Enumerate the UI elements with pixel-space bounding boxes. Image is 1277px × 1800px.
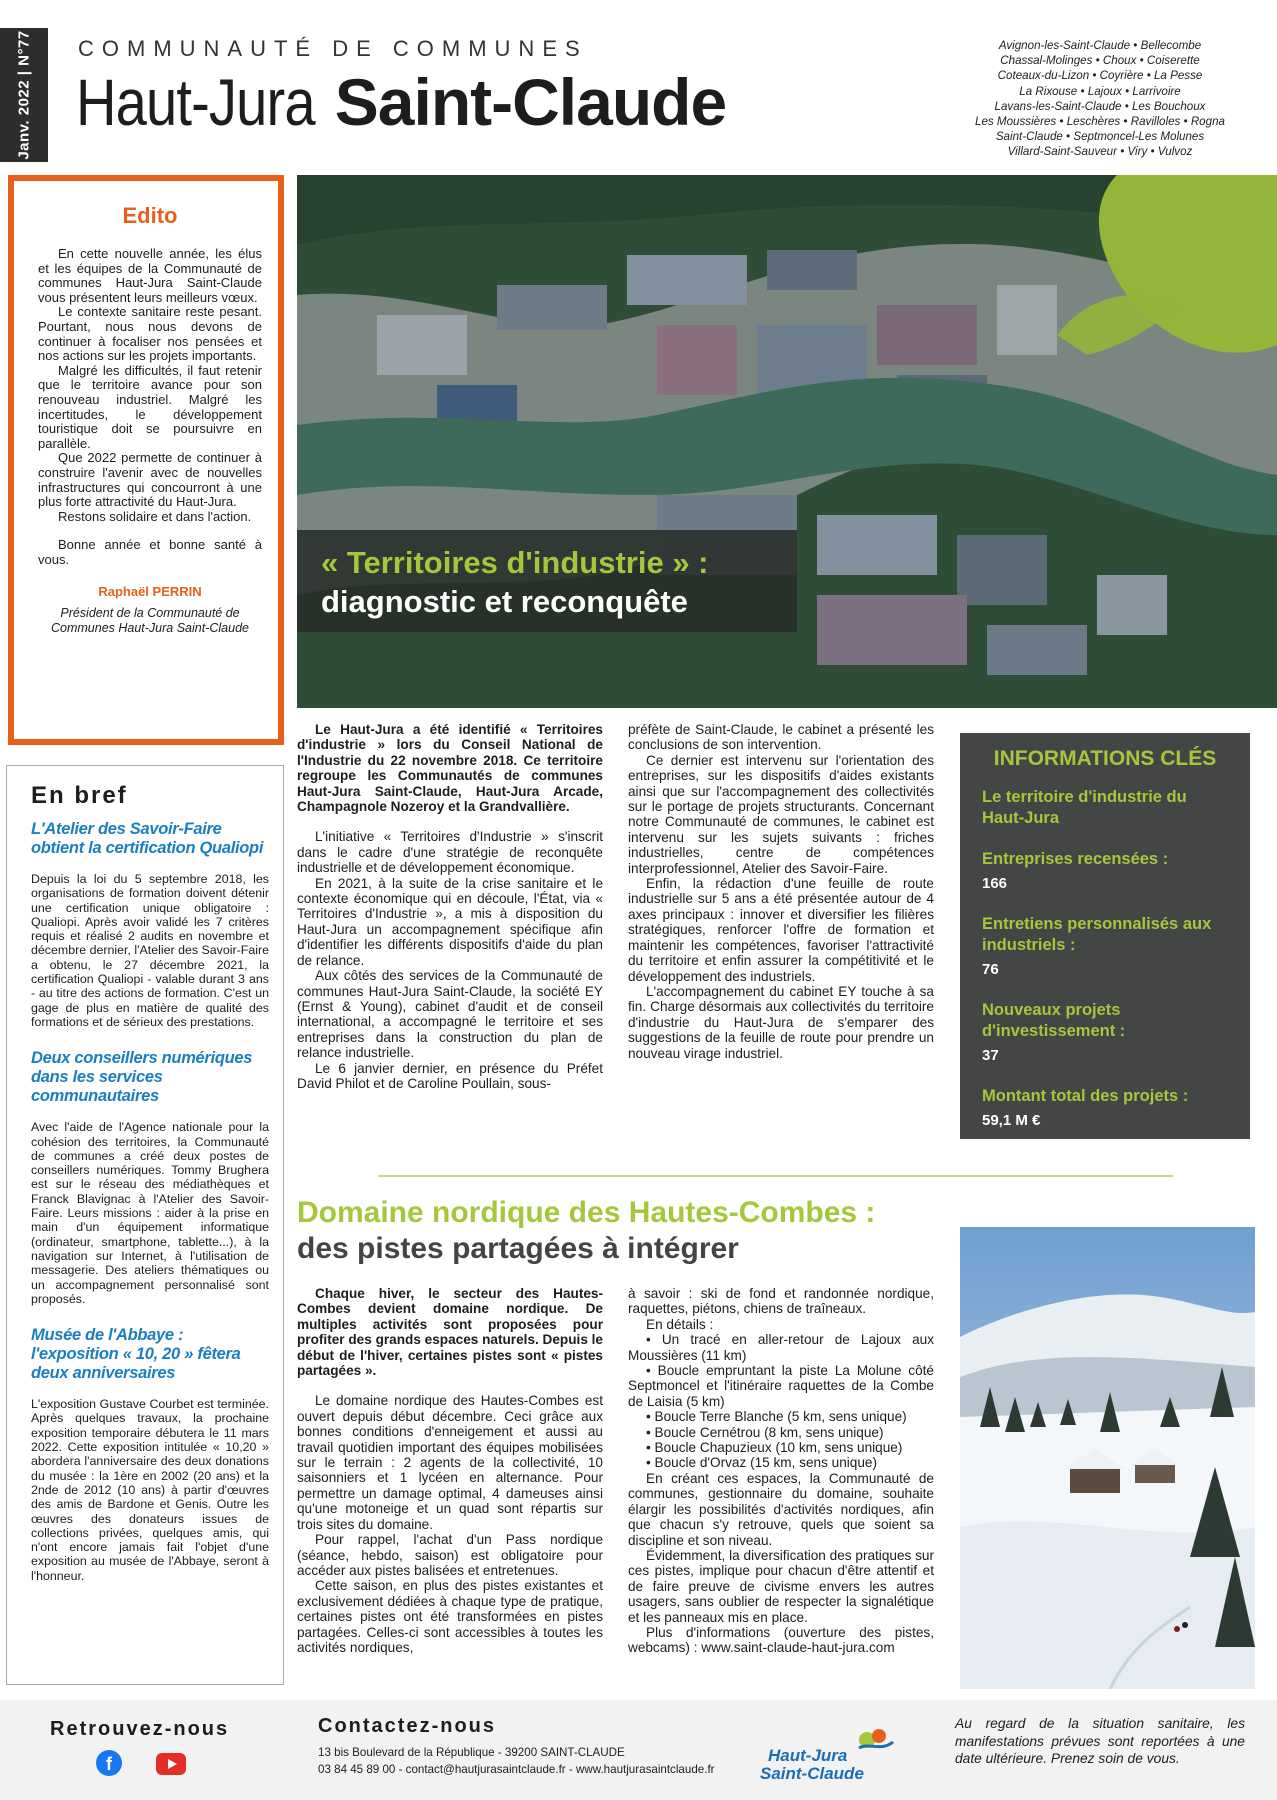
commune-line: Chassal-Molinges • Choux • Coiserette [1000,54,1200,68]
key-info-label: Entretiens personnalisés aux industriels : [982,915,1212,954]
contact-label: Contactez-nous [318,1715,496,1737]
article1-paragraph: En 2021, à la suite de la crise sanitaire et le contexte économique qui en découle, l'État, via « Territoires d'Industrie », a mis à disposition du Haut-Jura un accompagnement spécifique afin d'identifier les différents dispositifs d'aide du plan de relance. [297,875,603,968]
facebook-icon[interactable]: f [96,1750,122,1776]
article2-column-2 [628,1286,934,1656]
article2-list-item: • Boucle d'Orvaz (15 km, sens unique) [646,1455,878,1471]
snow-landscape-image [960,1227,1255,1689]
article1-paragraph: préfète de Saint-Claude, le cabinet a présenté les conclusions de son intervention. [628,722,934,753]
issue-number: Janv. 2022 | N°77 [15,30,33,160]
key-info-title: INFORMATIONS CLÉS [993,747,1217,770]
logo-swirl-icon [855,1724,895,1754]
hero-caption [297,530,797,632]
address: 13 bis Boulevard de la République - 39200 SAINT-CLAUDE [318,1746,625,1759]
article1-lead: Le Haut-Jura a été identifié « Territoires d'industrie » lors du Conseil National de l'Industrie du 22 novembre 2018. Ce territoire regroupe les Communautés de communes Haut-Jura Saint-Claude, Haut-Jura Arcade, Champagnole Nozeroy et la Grandvallière. [297,722,603,815]
edito-paragraph: Malgré les difficultés, il faut retenir que le territoire avance pour son renouveau industriel. Malgré les incertitudes, le développement touristique doit se poursuivre en parallèle. [38,362,262,451]
sanitary-note: Au regard de la situation sanitaire, les manifestations prévues sont reportées à une date ultérieure. Prenez soin de vous. [955,1716,1245,1766]
key-info-label: Entreprises recensées : [982,850,1169,868]
article1-paragraph: Ce dernier est intervenu sur l'orientation des entreprises, sur les dispositifs d'aides existants ainsi que sur l'accompagnement des collectivités sur le portage de projets structurants. Concernant notre Communauté de communes, le cabinet est intervenu sur les sujets suivants : friches industrielles, centre de compétences interprofessionnel, Atelier des Savoir-Faire. [628,752,934,876]
title-light: Haut-Jura [76,65,315,139]
edito-signature: Raphaël PERRIN [98,584,202,600]
commune-line: Saint-Claude • Septmoncel-Les Molunes [995,130,1205,144]
bref-heading: L'Atelier des Savoir-Faire obtient la certification Qualiopi [31,820,264,857]
edito-paragraph: Que 2022 permette de continuer à construire l'avenir avec de nouvelles infrastructures qui concourront à une plus forte attractivité du Haut-Jura. [38,450,262,510]
article1-column-2 [628,722,934,1061]
article1-paragraph: L'initiative « Territoires d'Industrie » s'inscrit dans le cadre d'une stratégie de reconquête industrielle et de développement économique. [297,829,603,876]
key-info-label: Nouveaux projets d'investissement : [982,1001,1126,1040]
bref-heading: Musée de l'Abbaye : l'exposition « 10, 20 » fêtera deux anniversaires [31,1326,241,1383]
phone-email-web[interactable]: 03 84 45 89 00 - contact@hautjurasaintclaude.fr - www.hautjurasaintclaude.fr [318,1763,715,1776]
header-label: COMMUNAUTÉ DE COMMUNES [78,36,588,61]
commune-line: Coteaux-du-Lizon • Coyrière • La Pesse [997,69,1203,83]
title-bold: Saint-Claude [334,65,727,139]
issue-tab [0,28,48,162]
hero-title-line2: diagnostic et reconquête [321,584,688,619]
key-info-box [960,733,1250,1139]
article2-paragraph: En détails : [646,1316,714,1332]
article2-paragraph: Pour rappel, l'achat d'un Pass nordique (séance, hebdo, saison) est obligatoire pour accéder aux pistes balisées et entretenues. [297,1532,603,1578]
article1-paragraph: Le 6 janvier dernier, en présence du Préfet David Philot et de Caroline Poullain, sous- [297,1060,603,1091]
find-us-label: Retrouvez-nous [50,1718,230,1740]
article2-paragraph: Le domaine nordique des Hautes-Combes est ouvert depuis début décembre. Ceci grâce aux bonnes conditions d'enneigement et aussi au travail quotidien important des équipes mobilisées sur le terrain : 2 agents de la collectivité, 10 saisonniers et 1 lycéen en alternance. Pour permettre un damage optimal, 4 dameuses ainsi qu'une motoneige et un quad sont répartis sur trois sites du domaine. [297,1393,603,1532]
article2-paragraph: Cette saison, en plus des pistes existantes et exclusivement dédiées à chaque type de pratique, certaines pistes ont été transformées en pistes partagées. Celles-ci sont accessibles à toutes les activités nordiques, [297,1578,603,1655]
key-info-value: 59,1 M € [982,1112,1041,1129]
article2-title-line1: Domaine nordique des Hautes-Combes : [297,1196,876,1229]
key-info-value: 76 [982,961,999,978]
key-info-label: Le territoire d'industrie du Haut-Jura [982,788,1187,827]
edito-box [8,175,284,745]
bref-text: L'exposition Gustave Courbet est terminée. Après quelques travaux, la prochaine exposition temporaire débutera le 11 mars 2022. Cette exposition intitulée « 10,20 » abordera l'anniversaire des deux donations du musée : la 1ère en 2002 (20 ans) et la 2nde de 2012 (10 ans) à partir d'œuvres des amis de Bardone et Genis. Outre les œuvres des donateurs issues de collections privées, quelques amis, qui n'ont encore jamais fait l'objet d'une exposition au musée de l'Abbaye, seront à l'honneur. [31,1397,269,1583]
bref-text: Avec l'aide de l'Agence nationale pour la cohésion des territoires, la Communauté de communes a créé deux postes de conseillers numériques. Tommy Brughera est sur le réseau des médiathèques et Franck Blavignac à l'Atelier des Savoir-Faire. Leurs missions : aider à la prise en main d'un équipement informatique (ordinateur, smartphone, tablette...), à la navigation sur Internet, à l'utilisation de messagerie. Des ateliers thématiques ou un accompagnement personnalisé sont proposés. [31,1120,269,1306]
footer [0,1700,1277,1800]
communes-list [940,38,1260,160]
edito-title: Edito [122,203,178,228]
logo-text-2: Saint-Claude [760,1764,864,1783]
logo-text-1: Haut-Jura [768,1746,848,1765]
article2-column-1 [297,1286,603,1655]
bref-text: Depuis la loi du 5 septembre 2018, les organisations de formation doivent détenir une certification unique obligatoire : Qualiopi. Après avoir validé les 7 critères requis et réalisé 2 audits en novembre et décembre dernier, l'Atelier des Savoir-Faire a obtenu, le 27 décembre 2021, la certification Qualiopi - valable durant 3 ans - au titre des actions de formation. C'est un gage de plus en matière de qualité des formations et de sérieux des prestations. [31,872,269,1029]
edito-role: Président de la Communauté de Communes Haut-Jura Saint-Claude [50,606,249,636]
youtube-icon[interactable] [156,1753,186,1775]
article2-paragraph: En créant ces espaces, la Communauté de communes, gestionnaire du domaine, souhaite élargir les possibilités d'activités nordiques, afin que chacun s'y retrouve, quels que soient sa discipline et son niveau. [628,1470,934,1548]
article1-paragraph: Aux côtés des services de la Communauté de communes Haut-Jura Saint-Claude, la société EY (Ernst & Young), cabinet d'audit et de conseil international, a accompagné le territoire et ses entreprises dans la construction du plan de relance industrielle. [297,968,603,1061]
edito-paragraph: En cette nouvelle année, les élus et les équipes de la Communauté de communes Haut-Jura Saint-Claude vous présentent leurs meilleurs vœux. [38,246,262,305]
key-info-value: 37 [982,1047,999,1064]
contact-details [318,1744,715,1778]
article2-list-item: • Boucle empruntant la piste La Molune côté Septmoncel et l'itinéraire raquettes de la Combe de Laisia (5 km) [628,1363,934,1409]
commune-line: Les Moussières • Leschères • Ravilloles • Rogna [975,115,1225,129]
commune-line: La Rixouse • Lajoux • Larrivoire [1019,84,1181,98]
article2-list-item: • Boucle Cernétrou (8 km, sens unique) [646,1424,884,1440]
section-divider [378,1175,1173,1177]
bref-heading: Deux conseillers numériques dans les services communautaires [31,1049,253,1106]
community-logo [760,1718,910,1790]
key-info-label: Montant total des projets : [982,1087,1189,1105]
article2-list-item: • Un tracé en aller-retour de Lajoux aux Moussières (11 km) [628,1332,934,1363]
article1-paragraph: L'accompagnement du cabinet EY touche à sa fin. Charge désormais aux collectivités du territoire d'industrie du Haut-Jura de s'emparer des suggestions de la feuille de route pour prendre un nouveau virage industriel. [628,983,934,1061]
en-bref-box [6,765,284,1685]
article1-paragraph: Enfin, la rédaction d'une feuille de route industrielle sur 5 ans a été présentée autour de 4 axes principaux : innover et diversifier les filières stratégiques, renforcer l'offre de formation et maintenir les compétences, favoriser l'attractivité du territoire et enfin assurer la compétitivité et le développement des industriels. [628,876,934,984]
en-bref-title: En bref [31,782,128,809]
article2-paragraph: à savoir : ski de fond et randonnée nordique, raquettes, piétons, chiens de traîneaux. [628,1286,934,1317]
article2-list-item: • Boucle Chapuzieux (10 km, sens unique) [646,1440,903,1456]
edito-paragraph: Restons solidaire et dans l'action. [58,508,252,524]
article2-paragraph: Plus d'informations (ouverture des pistes, webcams) : www.saint-claude-haut-jura.com [628,1624,934,1656]
article1-column-1 [297,722,603,1091]
edito-paragraph: Bonne année et bonne santé à vous. [38,537,262,567]
article2-title-line2: des pistes partagées à intégrer [297,1232,739,1265]
article2-lead: Chaque hiver, le secteur des Hautes-Combes devient domaine nordique. De multiples activités sont proposées pour profiter des grands espaces naturels. Depuis le début de l'hiver, certaines pistes sont « pistes partagées ». [297,1286,603,1379]
edito-paragraph: Le contexte sanitaire reste pesant. Pourtant, nous nous devons de continuer à focaliser nos pensées et nos actions sur les projets importants. [38,304,262,364]
key-info-value: 166 [982,875,1008,892]
article2-title [297,1195,957,1267]
commune-line: Villard-Saint-Sauveur • Viry • Vulvoz [1007,145,1193,159]
commune-line: Avignon-les-Saint-Claude • Bellecombe [998,39,1202,52]
commune-line: Lavans-les-Saint-Claude • Les Bouchoux [994,99,1206,113]
hero-title-line1: « Territoires d'industrie » : [321,545,709,580]
article2-list-item: • Boucle Terre Blanche (5 km, sens unique) [646,1409,907,1425]
article2-paragraph: Évidemment, la diversification des pratiques sur ces pistes, implique pour chacun d'être attentif et de faire preuve de civisme envers les autres usagers, sans oublier de respecter la signalétique et les panneaux mis en place. [628,1547,934,1625]
page-title [76,62,726,142]
